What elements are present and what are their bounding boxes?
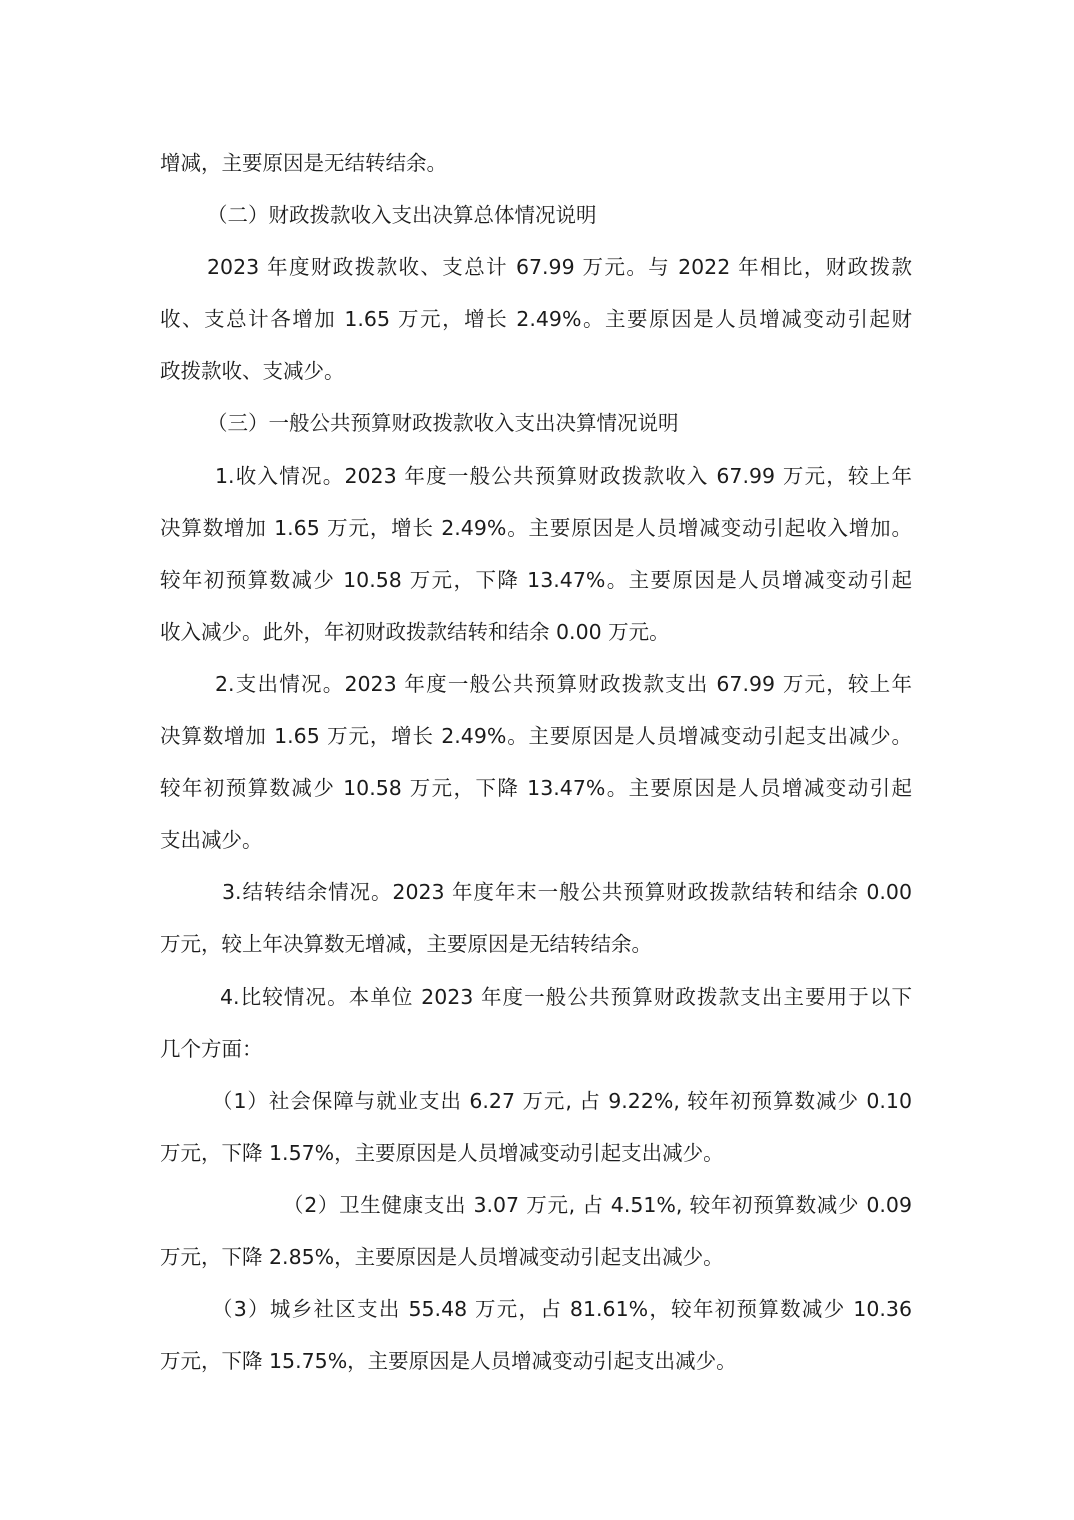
text-line: 万元，下降 1.57%，主要原因是人员增减变动引起支出减少。 (160, 1140, 724, 1165)
text-line: （三）一般公共预算财政拨款收入支出决算情况说明 (207, 411, 679, 436)
body-paragraph (160, 658, 912, 866)
text-line: （二）财政拨款收入支出决算总体情况说明 (207, 203, 597, 228)
section-heading (160, 189, 912, 241)
text-line: 万元，下降 2.85%，主要原因是人员增减变动引起支出减少。 (160, 1244, 724, 1269)
document-body (160, 137, 912, 1387)
text-line: 增减，主要原因是无结转结余。 (160, 151, 447, 175)
text-line: 收入减少。此外，年初财政拨款结转和结余 0.00 万元。 (160, 619, 670, 644)
body-paragraph (160, 1075, 912, 1179)
text-line: 较年初预算数减少 10.58 万元，下降 13.47%。主要原因是人员增减变动引起 (160, 776, 912, 801)
body-paragraph (160, 1283, 912, 1387)
text-line: 支出减少。 (160, 828, 263, 853)
text-line: 1.收入情况。2023 年度一般公共预算财政拨款收入 67.99 万元，较上年 (215, 463, 912, 488)
text-line: （2）卫生健康支出 3.07 万元, 占 4.51%, 较年初预算数减少 0.09 (283, 1192, 912, 1217)
text-line: 2.支出情况。2023 年度一般公共预算财政拨款支出 67.99 万元，较上年 (215, 671, 912, 696)
text-line: 2023 年度财政拨款收、支总计 67.99 万元。与 2022 年相比，财政拨款 (207, 255, 912, 280)
text-line: 几个方面： (160, 1036, 263, 1061)
text-line: 决算数增加 1.65 万元，增长 2.49%。主要原因是人员增减变动引起支出减少。 (160, 724, 912, 749)
text-line: 4.比较情况。本单位 2023 年度一般公共预算财政拨款支出主要用于以下 (220, 984, 912, 1009)
text-line: 收、支总计各增加 1.65 万元，增长 2.49%。主要原因是人员增减变动引起财 (160, 307, 912, 332)
text-line: 决算数增加 1.65 万元，增长 2.49%。主要原因是人员增减变动引起收入增加。 (160, 515, 912, 540)
section-heading (160, 397, 912, 449)
text-line: （1）社会保障与就业支出 6.27 万元, 占 9.22%, 较年初预算数减少 0.10 (212, 1088, 912, 1113)
body-paragraph (160, 1179, 912, 1283)
body-paragraph (160, 450, 912, 658)
paragraph-continuation (160, 137, 912, 189)
text-line: 万元，较上年决算数无增减，主要原因是无结转结余。 (160, 932, 652, 957)
text-line: （3）城乡社区支出 55.48 万元，占 81.61%，较年初预算数减少 10.36 (212, 1297, 912, 1322)
body-paragraph (160, 241, 912, 397)
text-line: 政拨款收、支减少。 (160, 359, 345, 384)
body-paragraph (160, 971, 912, 1075)
body-paragraph (160, 866, 912, 970)
text-line: 较年初预算数减少 10.58 万元，下降 13.47%。主要原因是人员增减变动引起 (160, 567, 912, 592)
text-line: 万元，下降 15.75%，主要原因是人员增减变动引起支出减少。 (160, 1349, 737, 1374)
text-line: 3.结转结余情况。2023 年度年末一般公共预算财政拨款结转和结余 0.00 (222, 880, 912, 905)
